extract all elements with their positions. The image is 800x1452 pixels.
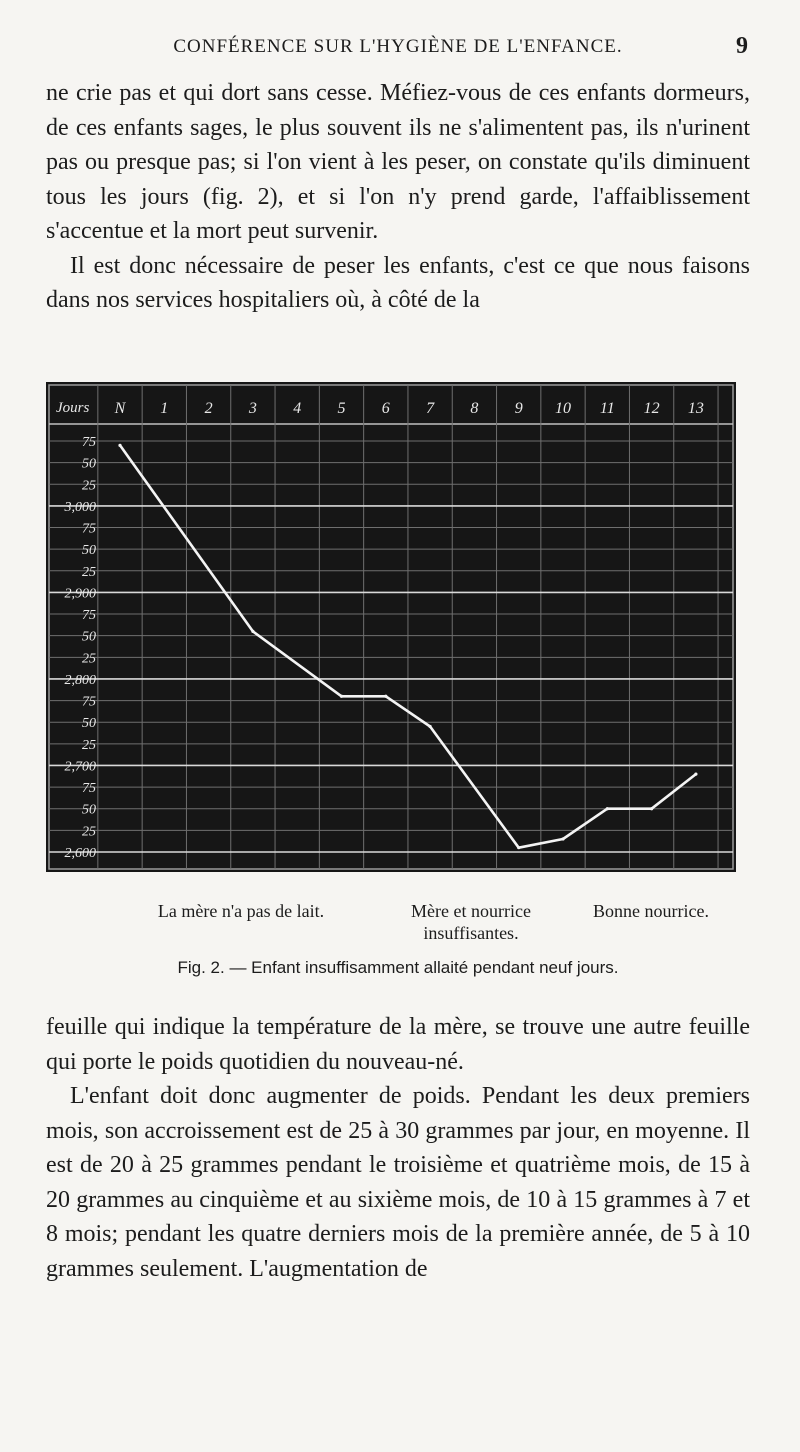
- figure-caption: Fig. 2. — Enfant insuffisamment allaité pendant neuf jours.: [177, 958, 619, 977]
- y-tick-label: 50: [82, 802, 96, 818]
- period-label-no-milk: La mère n'a pas de lait.: [157, 901, 325, 921]
- running-head: [48, 33, 748, 66]
- text-before-figure: [46, 76, 750, 318]
- period-label-good-nurse: Bonne nourrice.: [593, 901, 709, 921]
- data-point: [118, 444, 121, 447]
- x-tick-label: 2: [204, 400, 213, 417]
- data-point: [517, 846, 520, 849]
- x-tick-label: 11: [599, 400, 615, 417]
- x-tick-label: 6: [381, 400, 390, 417]
- data-point: [650, 807, 653, 810]
- y-tick-label: 75: [82, 435, 96, 450]
- data-point: [251, 630, 254, 633]
- y-tick-label: 2,800: [64, 672, 96, 688]
- data-point: [694, 773, 697, 776]
- y-tick-label: 2,700: [64, 759, 96, 775]
- data-point: [606, 807, 609, 810]
- y-tick-label: 50: [82, 456, 96, 472]
- x-tick-label: 13: [687, 400, 704, 417]
- y-tick-label: 50: [82, 629, 96, 645]
- y-tick-label: 25: [82, 737, 96, 753]
- y-tick-label: 50: [82, 543, 96, 559]
- corner-label: Jours: [56, 400, 90, 416]
- paragraph: feuille qui indique la température de la mère, se trouve une autre feuille qui porte le poids quotidien du nouveau-né.: [46, 1014, 750, 1075]
- x-tick-label: 7: [426, 400, 435, 417]
- paragraph: Il est donc nécessaire de peser les enfants, c'est ce que nous faisons dans nos services hospitaliers où, à côté de la: [46, 252, 750, 313]
- y-tick-label: 2,900: [64, 586, 96, 602]
- data-point: [384, 695, 387, 698]
- data-point: [429, 725, 432, 728]
- data-point: [561, 837, 564, 840]
- x-tick-label: 9: [514, 400, 523, 417]
- x-tick-label: 8: [470, 400, 479, 417]
- period-labels: [46, 900, 750, 950]
- x-tick-label: 3: [248, 400, 257, 417]
- y-tick-label: 25: [82, 478, 96, 494]
- x-tick-label: 4: [293, 400, 302, 417]
- paragraph: ne crie pas et qui dort sans cesse. Méfiez-vous de ces enfants dormeurs, de ces enfants sages, le plus souvent ils ne s'alimentent pas, ils n'urinent pas ou presque pas; si l'on vient à les peser, on constate qu'ils diminuent tous les jours (fig. 2), et si l'on n'y prend garde, l'affaiblissement s'accentue et la mort peut survenir.: [46, 80, 750, 244]
- weight-chart: [46, 382, 736, 872]
- y-tick-label: 75: [82, 608, 96, 624]
- text-after-figure: [46, 1010, 750, 1286]
- x-tick-label: 1: [160, 400, 169, 417]
- x-tick-label: 10: [555, 400, 571, 417]
- y-tick-label: 75: [82, 521, 96, 537]
- page-number: 9: [736, 33, 748, 59]
- period-label-insufficient: Mère et nourrice insuffisantes.: [411, 901, 531, 943]
- data-point: [340, 695, 343, 698]
- weight-chart-svg: [46, 382, 736, 872]
- y-tick-label: 50: [82, 716, 96, 732]
- running-head-title: CONFÉRENCE SUR L'HYGIÈNE DE L'ENFANCE.: [173, 36, 623, 57]
- y-tick-label: 25: [82, 824, 96, 840]
- y-tick-label: 2,600: [64, 846, 96, 861]
- chart-background: [46, 382, 736, 872]
- y-tick-label: 25: [82, 651, 96, 667]
- y-tick-label: 25: [82, 564, 96, 580]
- x-tick-label: 5: [337, 400, 346, 417]
- y-tick-label: 75: [82, 781, 96, 797]
- paragraph: L'enfant doit donc augmenter de poids. Pendant les deux premiers mois, son accroissement est de 25 à 30 grammes par jour, en moyenne. Il est de 20 à 25 grammes pendant le troisième et quatrième mois, de 15 à 20 grammes au cinquième et au sixième mois, de 10 à 15 grammes à 7 et 8 mois; pendant les quatre derniers mois de la première année, de 5 à 10 grammes seulement. L'augmentation de: [46, 1083, 750, 1282]
- x-tick-label: N: [114, 400, 126, 417]
- y-tick-label: 3,000: [64, 499, 96, 515]
- y-tick-label: 75: [82, 694, 96, 710]
- x-tick-label: 12: [643, 400, 660, 417]
